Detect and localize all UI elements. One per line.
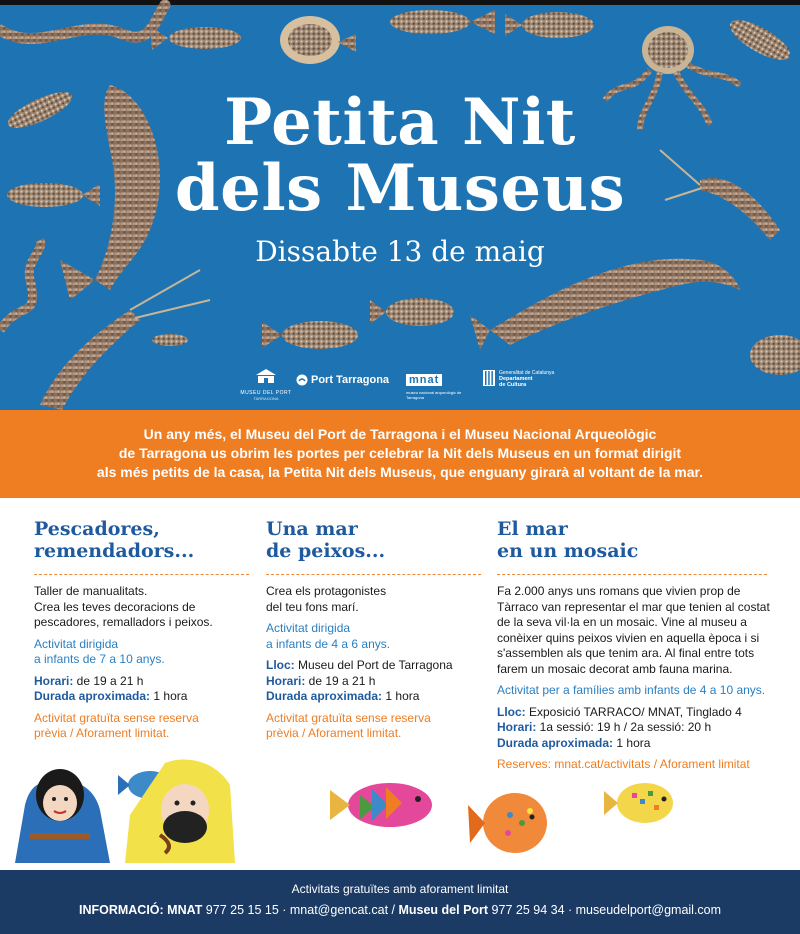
sponsor-logos — [0, 366, 800, 406]
mnat-logo: mnat museu nacional arqueològic de Tarragona — [406, 374, 462, 400]
intro-line2: de Tarragona us obrim les portes per celebrar la Nit dels Museus en un format dirigit — [118, 445, 682, 461]
port-label: Museu del Port — [398, 903, 489, 917]
activity-description: Crea els protagonistes del teu fons marí. — [266, 584, 387, 614]
event-title-line2: dels Museus — [174, 151, 626, 226]
fish-icon — [390, 10, 495, 34]
activity-audience: Activitat dirigida a infants de 4 a 6 anys. — [266, 621, 391, 651]
activity-schedule: Horari: 1a sessió: 19 h / 2a sessió: 20 h — [497, 720, 712, 734]
port-emblem-icon — [296, 374, 308, 386]
fish-icon — [468, 793, 547, 853]
event-title-line1: Petita Nit — [224, 85, 576, 160]
activity-schedule: Horari: de 19 a 21 h — [266, 673, 376, 688]
activity-mosaic — [497, 518, 770, 773]
fish-icon — [604, 783, 673, 823]
fish-icon — [262, 321, 358, 349]
crafts-illustration — [0, 743, 800, 875]
museu-del-port-logo: MUSEU DEL PORT TARRAGONA — [236, 368, 296, 401]
activities-section — [0, 498, 800, 870]
footer-note: Activitats gratuïtes amb aforament limitat — [291, 882, 509, 896]
fish-icon — [150, 26, 241, 50]
generalitat-logo: Generalitat de Catalunya Departament de Cultura — [483, 370, 554, 388]
activity-duration: Durada aproximada: 1 hora — [497, 735, 651, 750]
activity-description: Fa 2.000 anys uns romans que vivien prop de Tàrraco van representar el mar que tenien al costat de la seva vil·la en un mosaic. Vine al museu a conèixer quins peixos vivien en aquella època i si s'assemblen als que tenim ara. Al final entre tots farem un mosaic decorat amb fauna marina. — [497, 584, 770, 676]
divider — [266, 574, 481, 575]
activity-description: Taller de manualitats. Crea les teves decoracions de pescadores, remalladors i peixos. — [34, 584, 213, 629]
activity-audience: Activitat per a famílies amb infants de 4 a 10 anys. — [497, 683, 766, 697]
fish-icon — [370, 298, 454, 326]
activity-note: Activitat gratuïta sense reserva prèvia / Aforament limitat. — [266, 710, 431, 740]
intro-band — [0, 410, 800, 498]
intro-line3: als més petits de la casa, la Petita Nit dels Museus, que enguany girarà al voltant de la mar. — [96, 464, 704, 480]
fish-icon — [330, 783, 432, 827]
senyera-icon — [483, 370, 495, 386]
activity-title: El mar en un mosaic — [497, 518, 639, 562]
footer-info — [0, 870, 800, 934]
activity-title: Una mar de peixos... — [266, 518, 386, 562]
port-contact: 977 25 94 34 · museudelport@gmail.com — [488, 903, 722, 917]
activity-location: Lloc: Exposició TARRACO/ MNAT, Tinglado 4 — [497, 704, 742, 719]
divider — [34, 574, 249, 575]
activity-duration: Durada aproximada: 1 hora — [34, 689, 188, 703]
activity-pescadores — [34, 518, 249, 742]
info-label: INFORMACIÓ: MNAT — [78, 903, 203, 917]
mnat-contact: 977 25 15 15 · mnat@gencat.cat / — [202, 903, 399, 917]
fish-icon — [505, 12, 594, 38]
dolphin-icon — [470, 259, 740, 350]
activity-note: Reserves: mnat.cat/activitats / Aforament limitat — [497, 757, 750, 771]
hero-banner — [0, 0, 800, 410]
activity-location: Lloc: Museu del Port de Tarragona — [266, 658, 453, 672]
event-date: Dissabte 13 de maig — [255, 235, 545, 268]
event-title — [0, 85, 800, 226]
activity-audience: Activitat dirigida a infants de 7 a 10 anys. — [34, 636, 165, 666]
intro-line1: Un any més, el Museu del Port de Tarragona i el Museu Nacional Arqueològic — [143, 426, 657, 442]
building-icon — [255, 368, 277, 384]
activity-title: Pescadores, remendadors... — [34, 518, 195, 562]
footer-contacts — [0, 903, 800, 917]
port-tarragona-logo: Port Tarragona — [296, 374, 389, 386]
activity-una-mar — [266, 518, 481, 742]
activity-schedule: Horari: de 19 a 21 h — [34, 673, 144, 688]
fisherwoman-puppet-icon — [15, 769, 110, 863]
activity-note: Activitat gratuïta sense reserva prèvia / Aforament limitat. — [34, 710, 199, 740]
divider — [497, 574, 767, 575]
activity-duration: Durada aproximada: 1 hora — [266, 689, 420, 703]
fish-icon — [725, 13, 796, 68]
flatfish-icon — [280, 16, 356, 64]
